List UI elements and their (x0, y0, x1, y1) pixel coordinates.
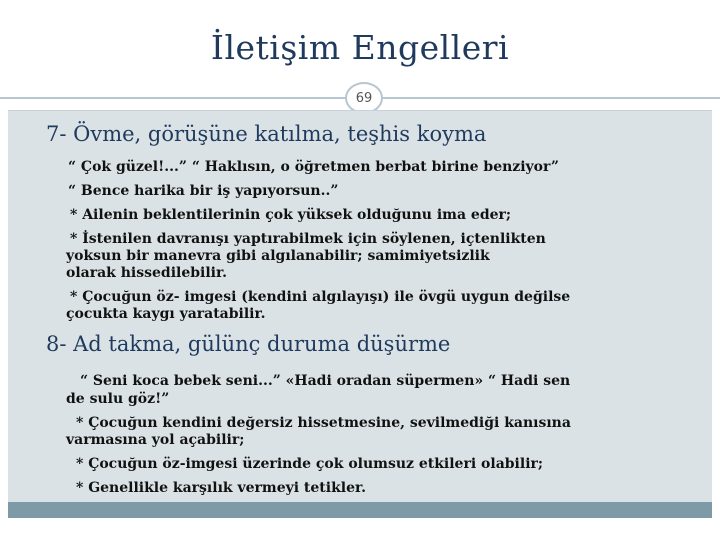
section-7-line: “ Bence harika bir iş yapıyorsun..” (68, 183, 339, 199)
section-7-line: * Çocuğun öz- imgesi (kendini algılayışı) ile övgü uygun değilse (70, 289, 571, 305)
section-7-line: * İstenilen davranışı yaptırabilmek için söylenen, içtenlikten (70, 231, 546, 247)
section-8-line: * Çocuğun kendini değersiz hissetmesine, sevilmediği kanısına (76, 415, 571, 431)
section-7-line: “ Çok güzel!...” “ Haklısın, o öğretmen berbat birine benziyor” (68, 159, 559, 175)
section-heading-7: 7- Övme, görüşüne katılma, teşhis koyma (46, 122, 487, 146)
footer-bar (8, 502, 712, 518)
page-number: 69 (355, 90, 373, 106)
section-8-line: de sulu göz!” (66, 391, 170, 407)
section-7-line: olarak hissedilebilir. (66, 265, 227, 281)
slide-title: İletişim Engelleri (210, 28, 510, 67)
content-panel (8, 110, 712, 502)
section-7-line: * Ailenin beklentilerinin çok yüksek olduğunu ima eder; (70, 207, 512, 223)
section-heading-8: 8- Ad takma, gülünç duruma düşürme (46, 332, 451, 356)
section-8-line: varmasına yol açabilir; (66, 432, 245, 448)
section-8-line: “ Seni koca bebek seni...” «Hadi oradan süpermen» “ Hadi sen (80, 373, 571, 389)
section-7-line: çocukta kaygı yaratabilir. (66, 306, 266, 322)
section-8-line: * Genellikle karşılık vermeyi tetikler. (76, 480, 366, 496)
section-8-line: * Çocuğun öz-imgesi üzerinde çok olumsuz etkileri olabilir; (76, 456, 544, 472)
section-7-line: yoksun bir manevra gibi algılanabilir; samimiyetsizlik (66, 248, 490, 264)
